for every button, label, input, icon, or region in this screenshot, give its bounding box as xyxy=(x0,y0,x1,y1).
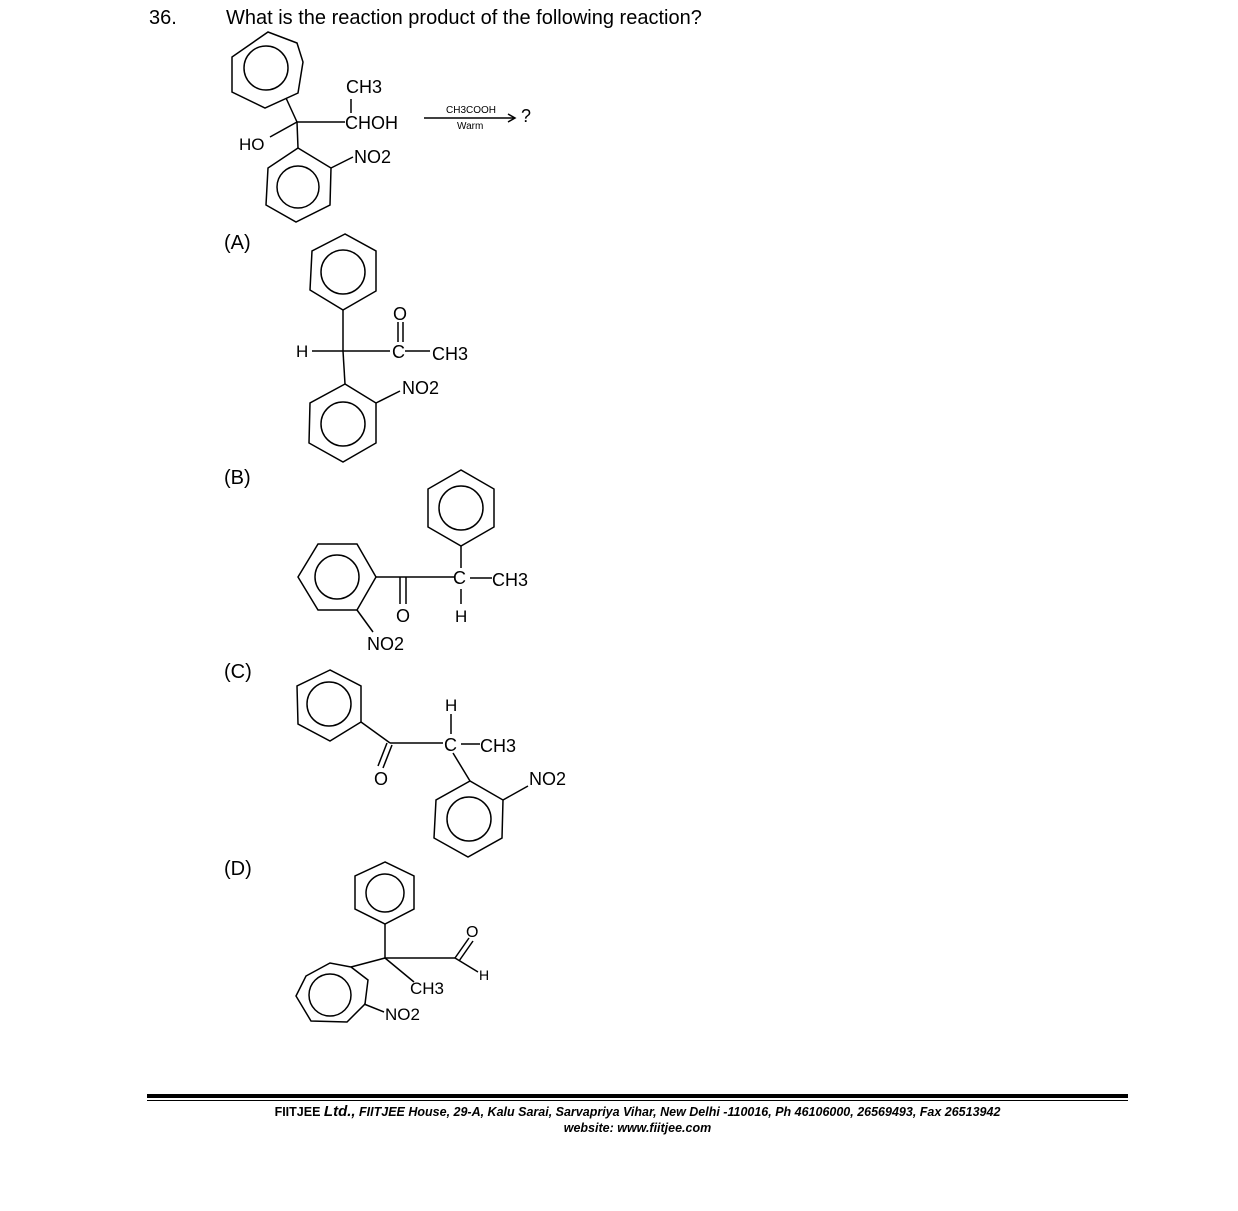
no2-label: NO2 xyxy=(354,147,392,167)
svg-text:NO2: NO2 xyxy=(402,378,440,398)
footer-ltd: Ltd., xyxy=(323,1103,356,1120)
benzene-ring xyxy=(266,148,331,222)
svg-text:NO2: NO2 xyxy=(367,634,405,654)
reagent-label: CH3COOH xyxy=(446,105,497,116)
footer-address-line xyxy=(147,1104,1128,1120)
aromatic-circle xyxy=(309,974,351,1016)
choh-label: CHOH xyxy=(345,113,398,133)
option-d-structure xyxy=(296,862,489,1024)
ho-label: HO xyxy=(239,135,265,154)
svg-text:C: C xyxy=(453,568,466,588)
svg-text:H: H xyxy=(445,696,458,715)
footer-website: website: www.fiitjee.com xyxy=(563,1121,712,1135)
product-question-mark: ? xyxy=(521,106,532,126)
option-a-structure xyxy=(296,234,468,462)
svg-text:CH3: CH3 xyxy=(432,344,469,364)
aromatic-circle xyxy=(439,486,483,530)
reaction-arrow xyxy=(424,105,531,132)
reactant-structure xyxy=(232,32,398,222)
benzene-ring xyxy=(309,384,376,462)
svg-text:H: H xyxy=(479,967,490,983)
footer-rule xyxy=(147,1094,1128,1098)
option-d-label: (D) xyxy=(224,858,252,880)
question-number: 36. xyxy=(149,7,177,29)
aromatic-circle xyxy=(321,250,365,294)
svg-text:C: C xyxy=(392,342,405,362)
aromatic-circle xyxy=(277,166,319,208)
aromatic-circle xyxy=(315,555,359,599)
benzene-ring xyxy=(232,32,303,108)
svg-text:H: H xyxy=(455,607,468,626)
aromatic-circle xyxy=(244,46,288,90)
svg-text:CH3: CH3 xyxy=(480,736,517,756)
ch3-label: CH3 xyxy=(346,77,383,97)
benzene-ring xyxy=(310,234,376,310)
benzene-ring xyxy=(428,470,494,546)
svg-text:O: O xyxy=(393,304,408,324)
svg-text:CH3: CH3 xyxy=(410,979,445,998)
option-c-label: (C) xyxy=(224,661,252,683)
aromatic-circle xyxy=(321,402,365,446)
benzene-ring xyxy=(298,544,376,610)
svg-text:O: O xyxy=(374,769,389,789)
footer-address: FIITJEE House, 29-A, Kalu Sarai, Sarvapriya Vihar, New Delhi -110016, Ph 46106000, 26569493, Fax 26513942 xyxy=(359,1105,1001,1119)
svg-text:O: O xyxy=(466,924,479,941)
svg-text:NO2: NO2 xyxy=(529,769,567,789)
benzene-ring xyxy=(296,963,368,1022)
question-text: What is the reaction product of the following reaction? xyxy=(226,7,702,29)
svg-text:C: C xyxy=(444,735,457,755)
footer-rule-thin xyxy=(147,1100,1128,1101)
svg-text:CH3: CH3 xyxy=(492,570,529,590)
svg-text:O: O xyxy=(396,606,411,626)
svg-text:NO2: NO2 xyxy=(385,1005,420,1024)
option-b-structure xyxy=(298,470,528,654)
benzene-ring xyxy=(434,781,503,857)
aromatic-circle xyxy=(366,874,404,912)
option-b-label: (B) xyxy=(224,467,251,489)
option-c-structure xyxy=(297,670,566,857)
benzene-ring xyxy=(355,862,414,924)
svg-text:H: H xyxy=(296,342,309,361)
footer-brand: FIITJEE xyxy=(274,1105,321,1119)
condition-label: Warm xyxy=(457,121,484,132)
aromatic-circle xyxy=(447,797,491,841)
footer xyxy=(147,1104,1128,1136)
aromatic-circle xyxy=(307,682,351,726)
option-a-label: (A) xyxy=(224,232,251,254)
